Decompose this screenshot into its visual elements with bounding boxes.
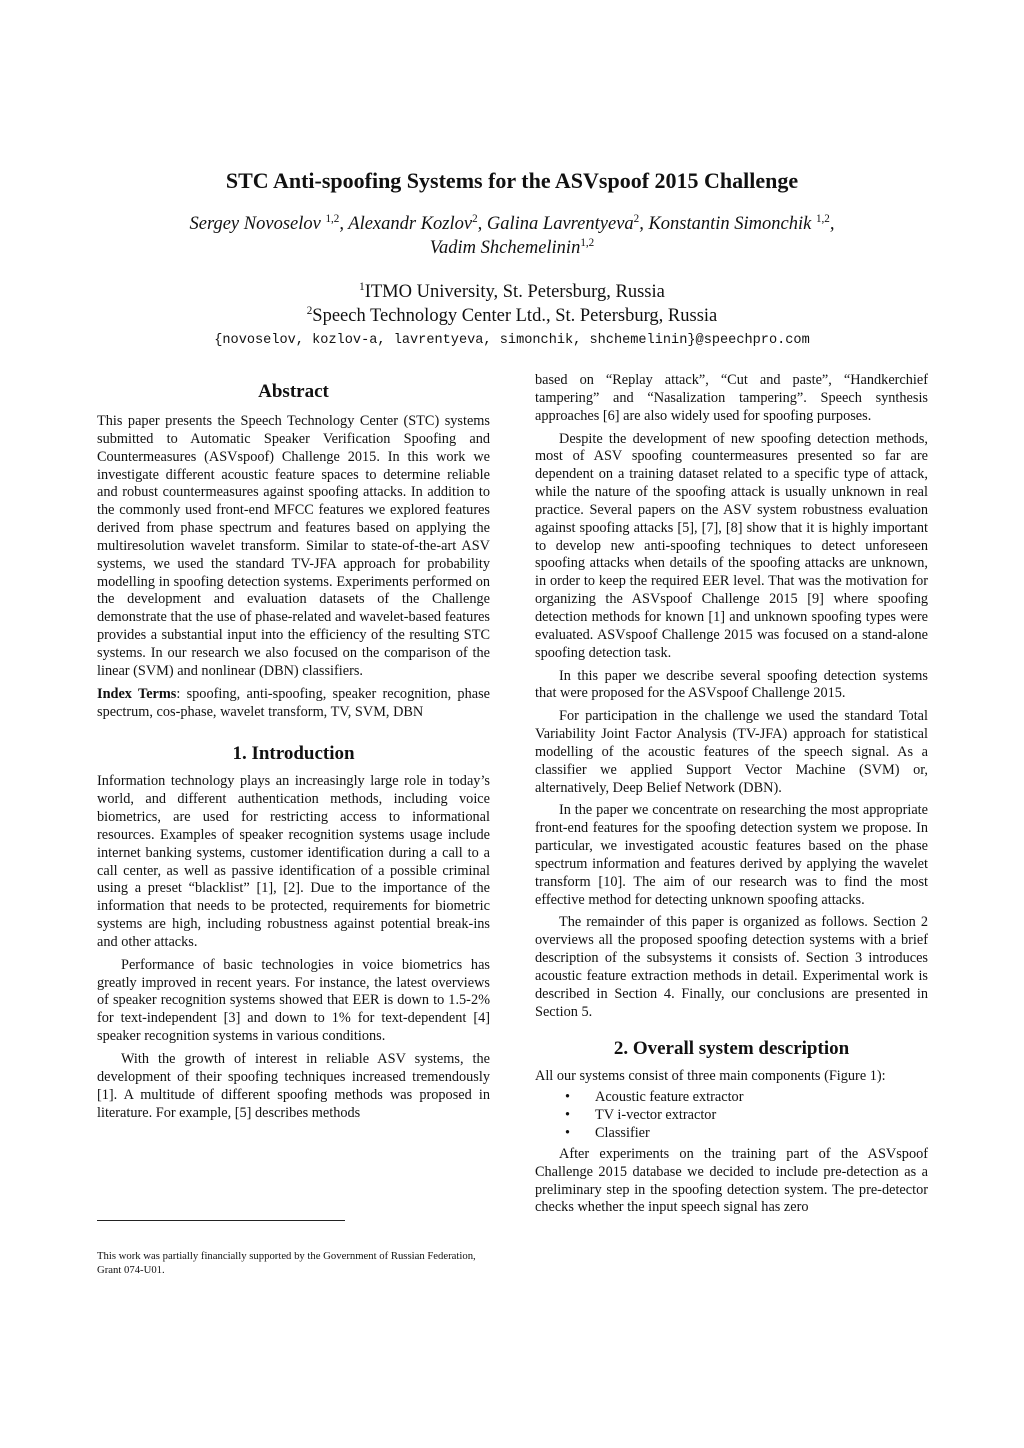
affiliation: $^2$Speech Technology Center Ltd., St. Petersburg, Russia bbox=[306, 304, 718, 326]
paragraph: With the growth of interest in reliable ASV systems, the development of their spoofing techniques increased tremendously [1]. A multitude of different spoofing methods was proposed in literature. For example, [5] describes methods bbox=[97, 1051, 490, 1121]
affiliations bbox=[0, 280, 1024, 328]
paragraph: based on “Replay attack”, “Cut and paste”, “Handkerchief tampering” and “Nasalization tampering”. Speech synthesis approaches [6] are also widely used for spoofing purposes. bbox=[535, 372, 928, 424]
author: Vadim Shchemelinin$^{1,2}$ bbox=[429, 236, 595, 258]
list-item: • Acoustic feature extractor bbox=[535, 1089, 928, 1107]
index-terms: Index Terms: spoofing, anti-spoofing, speaker recognition, phase spectrum, cos-phase, wavelet transform, TV, SVM, DBN bbox=[97, 685, 490, 720]
affiliation: $^1$ITMO University, St. Petersburg, Russia bbox=[359, 280, 665, 302]
component-list bbox=[535, 1089, 928, 1143]
paper-title: STC Anti-spoofing Systems for the ASVspoof 2015 Challenge bbox=[225, 168, 799, 193]
abstract-text: This paper presents the Speech Technology Center (STC) systems submitted to Automatic Speaker Verification Spoofing and Countermeasures (ASVspoof) Challenge 2015. In this work we investigate different acoustic feature spaces to determine reliable and robust countermeasures against spoofing attacks. In addition to the commonly used front-end MFCC features we explored features derived from phase spectrum and features based on applying the multiresolution wavelet transform. Similar to state-of-the-art ASV systems, we used the standard TV-JFA approach for probability modelling in spoofing detection systems. Experiments performed on the development and evaluation datasets of the Challenge demonstrate that the use of phase-related and wavelet-based features provides a substantial input into the efficiency of the resulting STC systems. In our research we also focused on the comparison of the linear (SVM) and nonlinear (DBN) classifiers. bbox=[97, 413, 490, 679]
paragraph: Performance of basic technologies in voice biometrics has greatly improved in recent years. For instance, the latest overviews of speaker recognition systems showed that EER is down to 1.5-2% for text-independent [3] and down to 1% for text-dependent [4] speaker recognition systems in various conditions. bbox=[97, 956, 490, 1045]
paragraph: In this paper we describe several spoofing detection systems that were proposed for the ASVspoof Challenge 2015. bbox=[535, 667, 928, 702]
author: Alexandr Kozlov$^2$ bbox=[348, 212, 478, 234]
paragraph: For participation in the challenge we used the standard Total Variability Joint Factor Analysis (TV-JFA) approach for statistical modelling of the acoustic features of the speech signal. As a classifier we applied Support Vector Machine (SVM) or, alternatively, Deep Belief Network (DBN). bbox=[535, 708, 928, 796]
paragraph: The remainder of this paper is organized as follows. Section 2 overviews all the proposed spoofing detection systems with a brief description of the subsystems it consists of. Section 3 introduces acoustic feature extraction methods in detail. Experimental work is described in Section 4. Finally, our conclusions are presented in Section 5. bbox=[535, 914, 928, 1020]
paragraph: In the paper we concentrate on researching the most appropriate front-end features for the spoofing detection system we propose. In particular, we investigated acoustic features based on the phase spectrum information and features derived by applying the wavelet transform [10]. The aim of our research was to find the most effective method for detecting unknown spoofing attacks. bbox=[535, 802, 928, 908]
paragraph: All our systems consist of three main components (Figure 1): bbox=[535, 1067, 886, 1084]
author: Galina Lavrentyeva$^2$ bbox=[486, 212, 640, 234]
left-column bbox=[97, 372, 490, 1122]
author-emails: {novoselov, kozlov-a, lavrentyeva, simonchik, shchemelinin}@speechpro.com bbox=[214, 333, 810, 348]
abstract-heading: Abstract bbox=[258, 381, 329, 402]
paragraph: Despite the development of new spoofing detection methods, most of ASV spoofing countermeasures presented so far are dependent on a training dataset related to a specific type of attack, while the nature of the spoofing attack is usually unknown in real practice. Several papers on the ASV system robustness evaluation against spoofing attacks [5], [7], [8] show that it is highly important to develop new anti-spoofing techniques to detect unforeseen spoofing attacks when details of the spoofing attacks are unknown, in order to keep the required EER level. That was the motivation for organizing the ASVspoof Challenge 2015 [9] where spoofing detection methods for known [1] and unknown spoofing types were evaluated. ASVspoof Challenge 2015 was focused on a stand-alone spoofing detection task. bbox=[535, 430, 928, 661]
author: Sergey Novoselov $^{1,2}$ bbox=[189, 212, 340, 234]
introduction-heading: 1. Introduction bbox=[232, 743, 355, 765]
footnote: This work was partially financially supported by the Government of Russian Federation, Grant 074-U01. bbox=[97, 1250, 476, 1276]
paragraph: After experiments on the training part of the ASVspoof Challenge 2015 database we decided to include pre-detection as a preliminary step in the spoofing detection system. The pre-detector checks whether the input speech signal has zero bbox=[535, 1145, 928, 1216]
paragraph: Information technology plays an increasingly large role in today’s world, and different authentication methods, including voice biometrics, are used for restricting access to informational resources. Examples of speaker recognition systems usage include internet banking systems, customer identification during a call to a call center, as well as passive identification of a possible criminal using a preset “blacklist” [1], [2]. Due to the importance of the information that needs to be protected, requirements for biometric systems are high, including robustness against potential break-ins and other attacks. bbox=[97, 773, 490, 950]
author: Konstantin Simonchik $^{1,2}$ bbox=[648, 212, 830, 234]
footnote-divider bbox=[97, 1220, 345, 1221]
overall-system-heading: 2. Overall system description bbox=[613, 1037, 850, 1059]
author-list: Sergey Novoselov $^{1,2}$, Alexandr Kozlov$^2$, Galina Lavrentyeva$^2$, Konstantin Simonchik $^{1,2}$, Vadim Shchemelinin$^{1,2}$ bbox=[189, 212, 835, 258]
right-column bbox=[535, 372, 928, 1217]
list-item: • TV i-vector extractor bbox=[535, 1107, 928, 1125]
list-item: • Classifier bbox=[535, 1125, 928, 1143]
